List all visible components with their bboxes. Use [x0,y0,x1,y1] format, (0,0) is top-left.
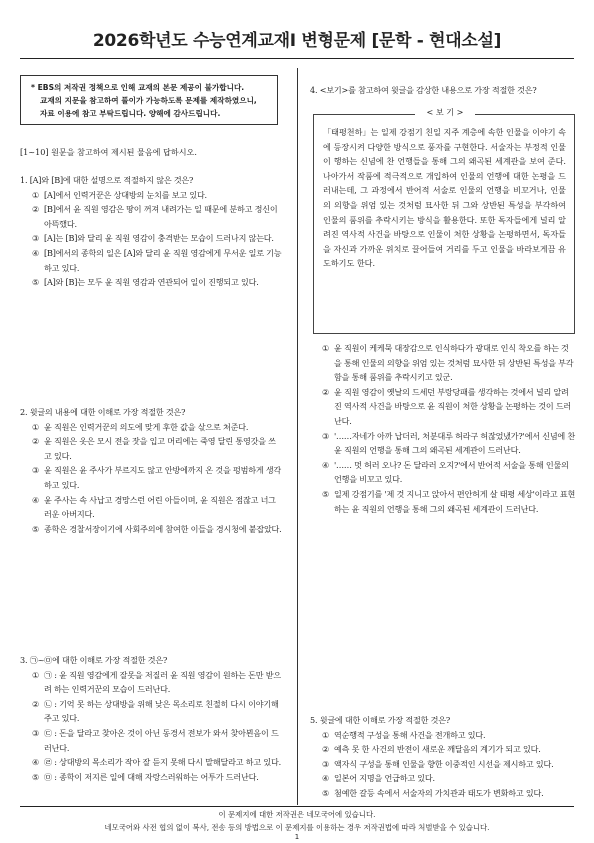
page-number: 1 [294,833,300,841]
option[interactable]: ② 예측 못 한 사건의 반전이 새로운 깨달음의 계기가 되고 있다. [322,744,541,755]
bogi-text: 「태평천하」는 일제 강점기 친일 지주 계층에 속한 인물을 이야기 속에 등장시켜 다양한 방식으로 풍자를 구현한다. 서술자는 부정적 인물이 행하는 신념에 찬 언행들을 통해 그의 왜곡된 세계관을 보여 준다. 나아가서 작품에 적극적으로 개입하여 인물의 언행에 대한 논평을 드러내는데, 그 과정에서 반어적 서술로 인물의 언행을 비꼬거나, 인물의 의향을 위엄 있는 것처럼 묘사한 뒤 그와 상반된 특성을 부각하여 인물의 품위를 추락시키는 방식을 활용한다. 또한 독자들에게 널리 알려진 역사적 사건을 바탕으로 인물이 처한 상황을 논평하면서, 독자들을 자신과 가까운 위치로 끌어들여 거리를 두고 인물을 바라보게끔 유도하기도 한다. [323,127,566,269]
option[interactable]: ① [A]에서 인력거꾼은 상대방의 눈치를 보고 있다. [32,189,207,200]
question-2 [20,405,282,536]
question-4-options [310,341,576,516]
page-title: 2026학년도 수능연계교재Ⅰ 변형문제 [문학 - 현대소설] [92,31,502,51]
option[interactable]: ① 윤 직원은 인력거꾼의 의도에 맞게 후한 값을 삯으로 쳐준다. [32,421,249,432]
option[interactable]: ③ [A]는 [B]와 달리 윤 직원 영감이 충격받는 모습이 드러나지 않는다. [32,233,274,244]
column-divider [297,68,298,805]
footer-rule [20,806,574,807]
option[interactable]: ⑤ 첨예한 갈등 속에서 서술자의 가치관과 태도가 변화하고 있다. [322,787,544,798]
question-1 [20,173,282,290]
option[interactable]: ② [B]에서 윤 직원 영감은 땅이 꺼져 내려가는 일 때문에 분하고 정신이 아뜩했다. [32,204,278,229]
copyright-notice [20,75,278,125]
question-stem: 2. 윗글의 내용에 대한 이해로 가장 적절한 것은? [20,407,186,417]
notice-line: * EBS의 저작권 정책으로 인해 교재의 본문 제공이 불가합니다. [31,83,245,92]
footer-warning: 네모국어와 사전 협의 없이 복사, 전송 등의 방법으로 이 문제지를 이용하는 경우 저작권법에 따라 처벌받을 수 있습니다. [104,823,490,832]
bogi-label: < 보 기 > [415,105,475,119]
question-stem: 1. [A]와 [B]에 대한 설명으로 적절하지 않은 것은? [20,175,194,185]
option[interactable]: ④ [B]에서의 종학의 일은 [A]와 달리 윤 직원 영감에게 무서운 일로 기능하고 있다. [32,247,282,273]
question-5 [310,713,576,801]
option[interactable]: ② ㉡ : 기억 못 하는 상대방을 위해 낮은 목소리로 친절히 다시 이야기해 주고 있다. [32,698,279,724]
question-4-stem [310,83,578,98]
notice-line: 자료 이용에 참고 부탁드립니다. 양해에 감사드립니다. [40,109,221,118]
question-stem: 4. <보기>를 참고하여 윗글을 감상한 내용으로 가장 적절한 것은? [310,85,537,95]
notice-line: 교재의 지문을 참고하여 풀이가 가능하도록 문제를 제작하였으니, [40,96,257,105]
option[interactable]: ② 윤 직원 영감이 옛날의 드세던 부랑당패를 생각하는 것에서 널리 알려진 역사적 사건을 바탕으로 윤 직원이 처한 상황을 논평하는 것이 드러난다. [322,386,572,426]
option[interactable]: ⑤ 일제 강점기를 '제 것 지니고 앉아서 편안허게 살 태평 세상'이라고 표현하는 윤 직원의 언행을 통해 그의 왜곡된 세계관이 드러난다. [322,488,576,514]
question-3 [20,653,282,784]
option[interactable]: ③ '……자네가 아까 납더러, 처분대루 허라구 허잖었냈가?'에서 신념에 찬 윤 직원의 언행을 통해 그의 왜곡된 세계관이 드러난다. [322,430,576,456]
option[interactable]: ② 윤 직원은 옷은 모시 전을 잣을 입고 머리에는 죽영 달린 통영갓을 쓰고 있다. [32,436,276,461]
option[interactable]: ① ㉠ : 윤 직원 영감에게 잘못을 저질러 윤 직원 영감이 원하는 돈만 받으려 하는 인력거꾼의 모습이 드러난다. [32,669,281,695]
option[interactable]: ③ 윤 직원은 윤 주사가 부르지도 않고 안방에까지 온 것을 펑범하게 생각하고 있다. [32,465,282,490]
option[interactable]: ③ ㉢ : 돈을 달라고 찾아온 것이 아닌 동경서 전보가 와서 찾아뵌음이 드러난다. [32,727,279,753]
option[interactable]: ① 역순행적 구성을 통해 사건을 전개하고 있다. [322,729,486,740]
question-stem: 3. ㉠~㉤에 대한 이해로 가장 적절한 것은? [20,655,168,665]
option[interactable]: ④ 윤 주사는 속 사납고 경망스런 어린 아들이며, 윤 직원은 점잖고 너그러운 아버지다. [32,494,276,520]
question-stem: 5. 윗글에 대한 이해로 가장 적절한 것은? [310,715,450,725]
option[interactable]: ③ 액자식 구성을 통해 인물을 향한 이중적인 시선을 제시하고 있다. [322,758,554,769]
option[interactable]: ⑤ 종학은 경찰서장이기에 사회주의에 참여한 이들을 경시청에 붙잡았다. [32,523,282,534]
bogi-box [313,114,575,334]
option[interactable]: ⑤ [A]와 [B]는 모두 윤 직원 영감과 연관되어 일이 진행되고 있다. [32,277,259,288]
option[interactable]: ① 윤 직원이 케케묵 대장감으로 인식하다가 광대로 인식 착오를 하는 것을 통해 인물의 의향을 위엄 있는 것처럼 묘사한 뒤 상반된 특성을 부각함을 통해 품위를 추락시키고 있군. [322,343,574,383]
option[interactable]: ⑤ ㉤ : 종학이 저지른 일에 대해 자랑스러워하는 어투가 드러난다. [32,771,259,782]
footer-copyright: 이 문제지에 대한 저작권은 네모국어에 있습니다. [218,810,376,819]
option[interactable]: ④ '…… 멋 허러 오나? 돈 달라러 오지?'에서 반어적 서술을 통해 인물의 언행을 비꼬고 있다. [322,459,569,485]
option[interactable]: ④ ㉣ : 상대방의 목소리가 작아 잘 듣지 못해 다시 말해달라고 하고 있다. [32,757,281,768]
option[interactable]: ④ 일본어 지명을 언급하고 있다. [322,773,435,784]
title-rule [20,58,574,59]
section-instruction: [1~10] 원문을 참고하여 제시된 물음에 답하시오. [20,147,197,157]
